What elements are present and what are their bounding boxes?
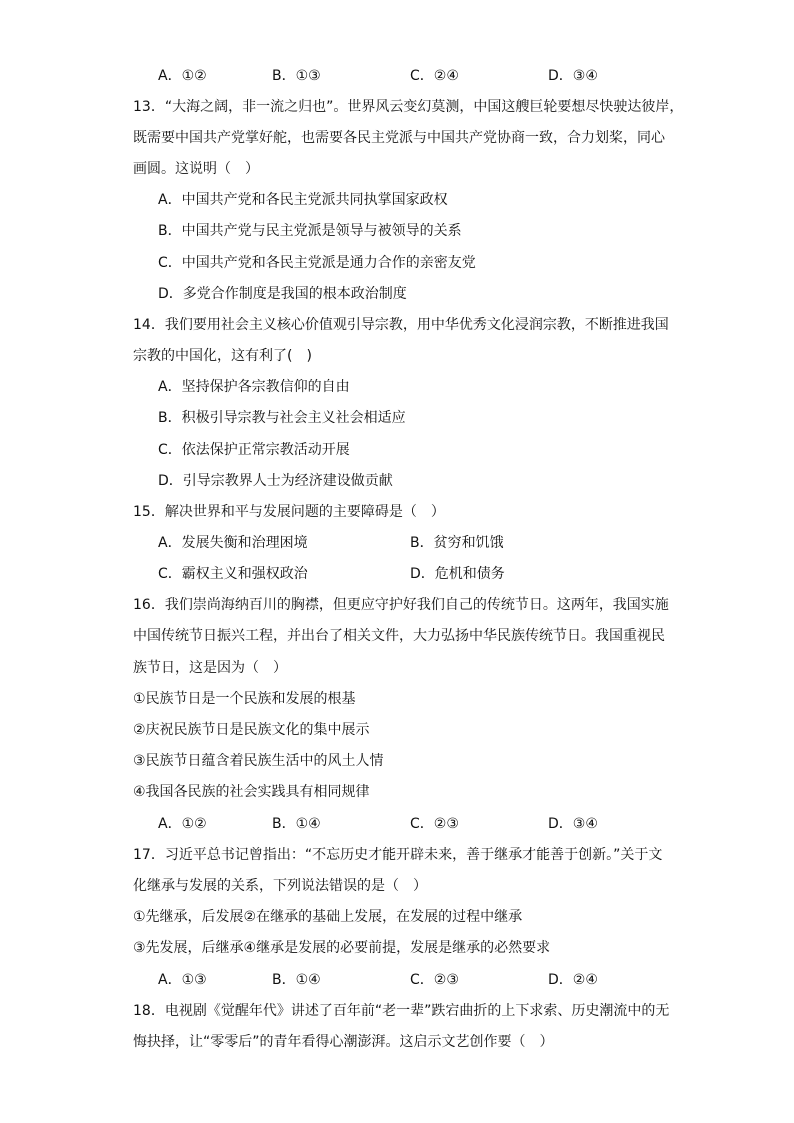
question-16-statement-4: ④我国各民族的社会实践具有相同规律	[133, 784, 370, 800]
question-15-option-a: A．发展失衡和治理困境	[158, 535, 308, 551]
question-17-statements-line-2: ③先发展，后继承④继承是发展的必要前提，发展是继承的必然要求	[133, 940, 551, 956]
question-14-option-c: C．依法保护正常宗教活动开展	[158, 442, 350, 458]
question-17-option-d: D．②④	[548, 972, 598, 988]
question-16-statement-1: ①民族节日是一个民族和发展的根基	[133, 691, 356, 707]
question-15-option-b: B．贫穷和饥饿	[410, 535, 504, 551]
question-14-stem-line-2: 宗教的中国化，这有利了( )	[133, 348, 312, 364]
question-13-stem-line-2: 既需要中国共产党掌好舵，也需要各民主党派与中国共产党协商一致，合力划桨，同心	[133, 130, 665, 146]
question-16-option-b: B．①④	[272, 816, 321, 832]
question-17-stem-line-2: 化继承与发展的关系，下列说法错误的是（ ）	[133, 878, 427, 894]
question-15-options-row-1	[0, 533, 794, 553]
question-17-options-row	[0, 970, 794, 990]
question-15-option-c: C．霸权主义和强权政治	[158, 566, 308, 582]
question-16-option-a: A．①②	[158, 816, 207, 832]
question-16-statement-3: ③民族节日蕴含着民族生活中的风土人情	[133, 753, 384, 769]
question-16-option-c: C．②③	[410, 816, 459, 832]
question-17-statements-line-1: ①先继承，后发展②在继承的基础上发展，在发展的过程中继承	[133, 909, 523, 925]
option-a: A．①②	[158, 68, 207, 84]
question-15-options-row-2	[0, 564, 794, 584]
option-b: B．①③	[272, 68, 321, 84]
question-17-option-c: C．②③	[410, 972, 459, 988]
question-14-stem-line-1: 14．我们要用社会主义核心价值观引导宗教，用中华优秀文化浸润宗教，不断推进我国	[133, 317, 669, 333]
question-13-stem-line-3: 画圆。这说明（ ）	[133, 161, 259, 177]
question-13-option-c: C．中国共产党和各民主党派是通力合作的亲密友党	[158, 255, 476, 271]
question-18-stem-line-1: 18．电视剧《觉醒年代》讲述了百年前“老一辈”跌宕曲折的上下求索、历史潮流中的无	[133, 1003, 670, 1019]
question-18-stem-line-2: 悔抉择，让“零零后”的青年看得心潮澎湃。这启示文艺创作要（ ）	[133, 1034, 554, 1050]
question-16-stem-line-3: 族节日，这是因为（ ）	[133, 660, 287, 676]
question-16-stem-line-2: 中国传统节日振兴工程，并出台了相关文件，大力弘扬中华民族传统节日。我国重视民	[133, 628, 665, 644]
question-17-stem-line-1: 17．习近平总书记曾指出：“不忘历史才能开辟未来，善于继承才能善于创新。”关于文	[133, 847, 663, 863]
question-17-option-a: A．①③	[158, 972, 207, 988]
question-15-option-d: D．危机和债务	[410, 566, 505, 582]
question-16-option-d: D．③④	[548, 816, 598, 832]
question-14-option-a: A．坚持保护各宗教信仰的自由	[158, 379, 350, 395]
question-13-option-a: A．中国共产党和各民主党派共同执掌国家政权	[158, 192, 448, 208]
question-16-options-row	[0, 814, 794, 834]
question-17-option-b: B．①④	[272, 972, 321, 988]
question-14-option-b: B．积极引导宗教与社会主义社会相适应	[158, 410, 406, 426]
question-16-stem-line-1: 16．我们崇尚海纳百川的胸襟，但更应守护好我们自己的传统节日。这两年，我国实施	[133, 597, 669, 613]
option-c: C．②④	[410, 68, 459, 84]
top-options-row	[0, 66, 794, 86]
option-d: D．③④	[548, 68, 598, 84]
question-13-stem-line-1: 13．“大海之阔，非一流之归也”。世界风云变幻莫测，中国这艘巨轮要想尽快驶达彼岸，	[133, 99, 684, 115]
question-15-stem: 15．解决世界和平与发展问题的主要障碍是（ ）	[133, 504, 445, 520]
question-16-statement-2: ②庆祝民族节日是民族文化的集中展示	[133, 722, 370, 738]
question-13-option-b: B．中国共产党与民主党派是领导与被领导的关系	[158, 223, 462, 239]
question-14-option-d: D．引导宗教界人士为经济建设做贡献	[158, 473, 393, 489]
question-13-option-d: D．多党合作制度是我国的根本政治制度	[158, 286, 407, 302]
